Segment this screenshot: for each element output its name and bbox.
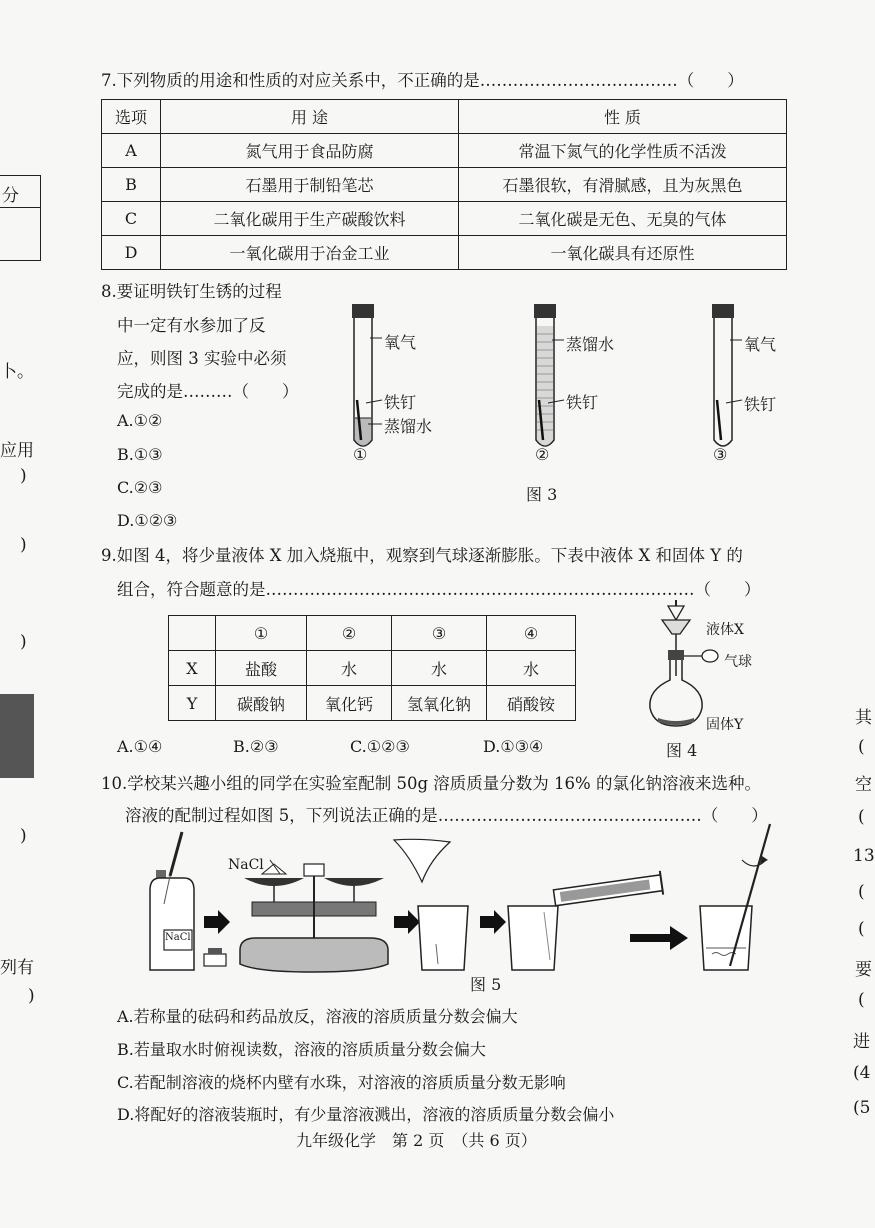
right-margin-text: 进 (853, 1032, 870, 1052)
table-cell: 氢氧化钠 (392, 686, 487, 721)
left-margin-dark-block (0, 694, 34, 778)
q8-option-a: A.①② (117, 411, 163, 430)
table-cell: C (102, 202, 161, 236)
q9-option-d: D.①③④ (483, 737, 544, 756)
table-row (102, 168, 787, 202)
q7-stem: 7.下列物质的用途和性质的对应关系中，不正确的是………………………………（ ） (101, 71, 744, 90)
q8-option-b: B.①③ (117, 445, 163, 464)
right-margin-text: ( (858, 807, 865, 827)
right-margin-text: 其 (855, 708, 872, 728)
weighing-paper (394, 839, 450, 882)
q8-stem-line: 完成的是………（ ） (117, 382, 299, 401)
q10-stem-line1: 10.学校某兴趣小组的同学在实验室配制 50g 溶质质量分数为 16% 的氯化钠溶液来选种。 (101, 774, 761, 793)
q9-option-b: B.②③ (233, 737, 279, 756)
figure-5-solution-preparation (140, 820, 800, 980)
table-cell: 水 (307, 651, 392, 686)
tube1-label-nail: 铁钉 (384, 393, 417, 412)
balance-scale (204, 860, 388, 972)
table-cell: 石墨用于制铅笔芯 (161, 168, 459, 202)
table-header (169, 616, 216, 651)
q10-option-b: B.若量取水时俯视读数，溶液的溶质质量分数会偏大 (117, 1040, 486, 1059)
q9-table (168, 615, 576, 721)
figure-5-caption: 图 5 (470, 975, 502, 994)
beaker (418, 906, 468, 970)
right-margin-text: (5 (853, 1098, 871, 1118)
left-margin-text: ) (20, 632, 27, 652)
q10-option-d: D.将配好的溶液装瓶时，有少量溶液溅出，溶液的溶质质量分数会偏小 (117, 1105, 615, 1124)
left-margin-text: ) (28, 986, 35, 1006)
left-margin-text: ) (20, 535, 27, 555)
table-cell: 一氧化碳具有还原性 (459, 236, 787, 270)
table-cell: D (102, 236, 161, 270)
table-cell: 石墨很软，有滑腻感，且为灰黑色 (459, 168, 787, 202)
table-cell: 二氧化碳是无色、无臭的气体 (459, 202, 787, 236)
left-margin-text: ) (20, 826, 27, 846)
right-margin-text: 要 (855, 960, 872, 980)
test-tube-2 (534, 304, 564, 446)
q9-stem-line1: 9.如图 4，将少量液体 X 加入烧瓶中，观察到气球逐渐膨胀。下表中液体 X 和固体 Y 的 (101, 546, 743, 565)
fig4-label-balloon: 气球 (724, 654, 752, 670)
table-cell: 硝酸铵 (487, 686, 576, 721)
q9-option-c: C.①②③ (350, 737, 410, 756)
q9-option-a: A.①④ (117, 737, 163, 756)
table-cell: 碳酸钠 (216, 686, 307, 721)
tube3-label-nail: 铁钉 (744, 395, 777, 414)
tube2-label-water: 蒸馏水 (566, 335, 615, 354)
table-row (169, 651, 576, 686)
left-margin-text: 应用 (0, 441, 34, 461)
tube3-label-oxygen: 氧气 (744, 335, 777, 354)
table-cell: 氧化钙 (307, 686, 392, 721)
table-row (102, 202, 787, 236)
right-margin-text: 空 (855, 775, 872, 795)
tube-number-1: ① (353, 445, 368, 464)
arrow-right-icon (480, 910, 506, 934)
beaker (508, 906, 558, 970)
table-cell: 氮气用于食品防腐 (161, 134, 459, 168)
table-cell: 常温下氮气的化学性质不活泼 (459, 134, 787, 168)
q8-stem-line: 8.要证明铁钉生锈的过程 (101, 282, 282, 301)
table-row (102, 134, 787, 168)
table-cell: 一氧化碳用于冶金工业 (161, 236, 459, 270)
tube-number-2: ② (535, 445, 550, 464)
q8-option-c: C.②③ (117, 478, 163, 497)
graduated-cylinder (553, 871, 663, 910)
reagent-bottle (150, 832, 194, 970)
right-margin-text: (4 (853, 1063, 871, 1083)
q9-stem-line2: 组合，符合题意的是……………………………………………………………………（ ） (117, 580, 761, 599)
left-margin-text: 卜。 (0, 362, 34, 382)
left-margin-text: 分 (2, 186, 19, 206)
table-cell: 盐酸 (216, 651, 307, 686)
table-header: ③ (392, 616, 487, 651)
tube2-label-nail: 铁钉 (566, 393, 599, 412)
tube1-label-oxygen: 氧气 (384, 333, 417, 352)
tube-number-3: ③ (713, 445, 728, 464)
table-cell: A (102, 134, 161, 168)
figure-4-caption: 图 4 (666, 741, 698, 760)
q10-option-c: C.若配制溶液的烧杯内壁有水珠，对溶液的溶质质量分数无影响 (117, 1073, 566, 1092)
table-cell: Y (169, 686, 216, 721)
fig4-label-liquid-x: 液体X (706, 622, 744, 638)
page-footer: 九年级化学 第 2 页 （共 6 页） (296, 1131, 537, 1150)
table-header: ④ (487, 616, 576, 651)
table-cell: X (169, 651, 216, 686)
table-header: 选项 (102, 100, 161, 134)
right-margin-text: 13 (853, 846, 875, 866)
table-header: 性 质 (459, 100, 787, 134)
q8-stem-line: 中一定有水参加了反 (117, 316, 266, 335)
fig5-label-nacl: NaCl (228, 857, 264, 873)
table-row (102, 236, 787, 270)
q10-option-a: A.若称量的砝码和药品放反，溶液的溶质质量分数会偏大 (117, 1007, 518, 1026)
table-header: 用 途 (161, 100, 459, 134)
table-row (169, 686, 576, 721)
right-margin-text: ( (858, 737, 865, 757)
test-tube-3 (712, 304, 742, 446)
q10-stem-line2: 溶液的配制过程如图 5，下列说法正确的是…………………………………………（ ） (125, 806, 768, 825)
fig5-bottle-label-nacl: NaCl (165, 932, 191, 943)
test-tube-1 (352, 304, 382, 446)
figure-3-caption: 图 3 (526, 485, 558, 504)
arrow-right-icon (394, 910, 420, 934)
q8-stem-line: 应，则图 3 实验中必须 (117, 349, 287, 368)
arrow-right-icon (204, 910, 230, 934)
tube1-label-water: 蒸馏水 (384, 417, 433, 436)
arrow-right-icon (630, 926, 688, 950)
table-cell: B (102, 168, 161, 202)
right-margin-text: ( (858, 882, 865, 902)
fig4-label-solid-y: 固体Y (706, 717, 744, 733)
right-margin-text: ( (858, 919, 865, 939)
left-margin-box-divider (0, 207, 40, 208)
right-margin-text: ( (858, 990, 865, 1010)
q7-table (101, 99, 787, 270)
table-header: ② (307, 616, 392, 651)
table-cell: 水 (392, 651, 487, 686)
q8-option-d: D.①②③ (117, 511, 178, 530)
table-header-row (169, 616, 576, 651)
table-header: ① (216, 616, 307, 651)
table-cell: 水 (487, 651, 576, 686)
left-margin-text: ) (20, 466, 27, 486)
table-cell: 二氧化碳用于生产碳酸饮料 (161, 202, 459, 236)
left-margin-text: 列有 (0, 958, 34, 978)
table-header-row (102, 100, 787, 134)
